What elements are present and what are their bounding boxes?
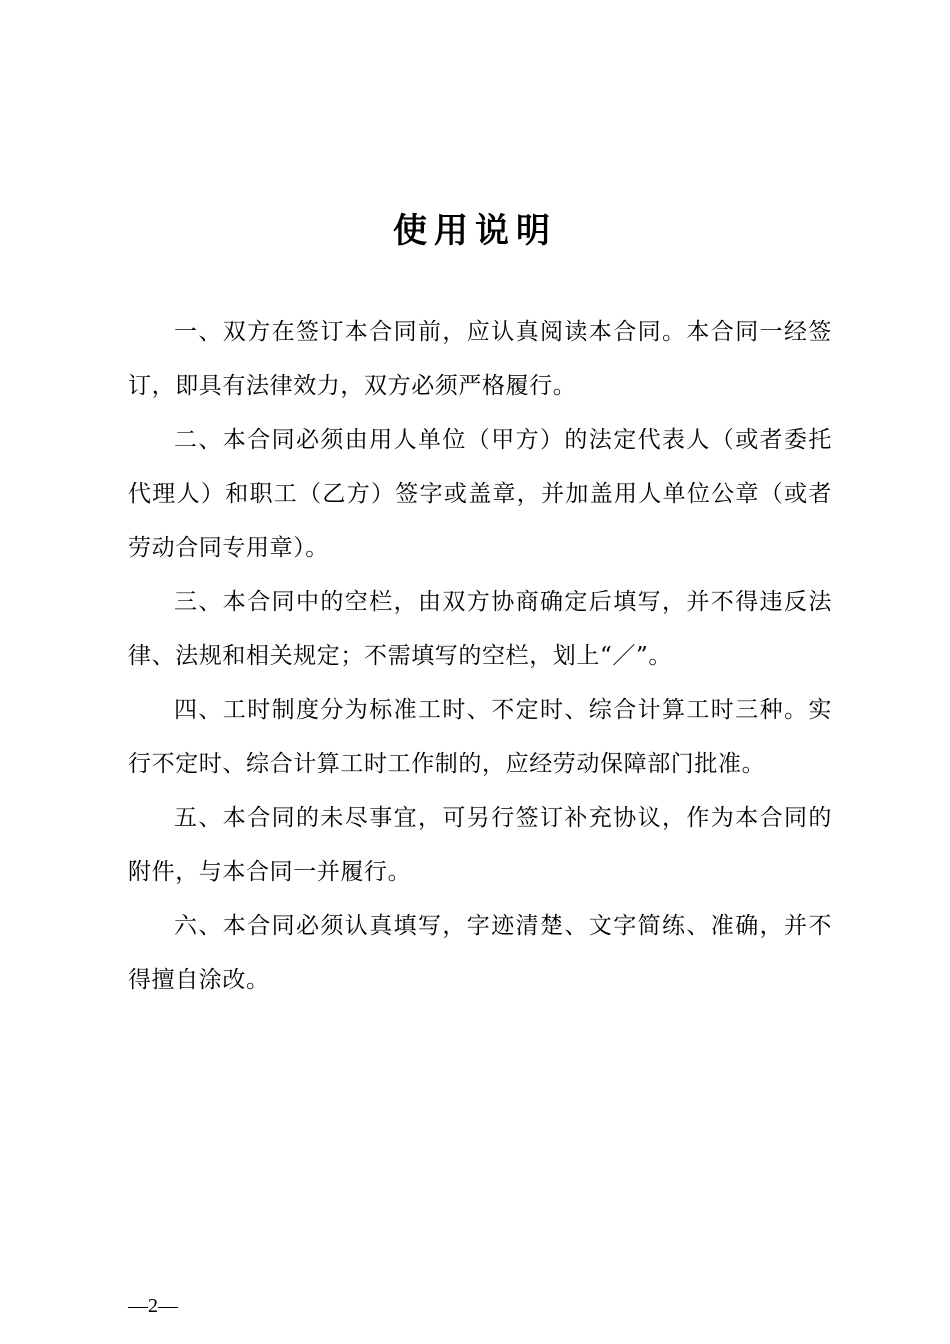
instruction-paragraph-1: 一、双方在签订本合同前，应认真阅读本合同。本合同一经签订，即具有法律效力，双方必须严格履行。 (128, 319, 832, 399)
instruction-paragraph-3: 三、本合同中的空栏，由双方协商确定后填写，并不得违反法律、法规和相关规定；不需填写的空栏，划上“／”。 (128, 589, 832, 669)
page-title: 使用说明 (393, 210, 557, 251)
instruction-paragraph-5: 五、本合同的未尽事宜，可另行签订补充协议，作为本合同的附件，与本合同一并履行。 (128, 805, 832, 885)
page-number: —2— (128, 1295, 178, 1317)
instructions-body (128, 305, 832, 1007)
instruction-paragraph-6: 六、本合同必须认真填写，字迹清楚、文字简练、准确，并不得擅自涂改。 (128, 913, 832, 993)
instruction-paragraph-4: 四、工时制度分为标准工时、不定时、综合计算工时三种。实行不定时、综合计算工时工作制的，应经劳动保障部门批准。 (128, 697, 832, 777)
instruction-paragraph-2: 二、本合同必须由用人单位（甲方）的法定代表人（或者委托代理人）和职工（乙方）签字或盖章，并加盖用人单位公章（或者劳动合同专用章）。 (128, 427, 832, 561)
